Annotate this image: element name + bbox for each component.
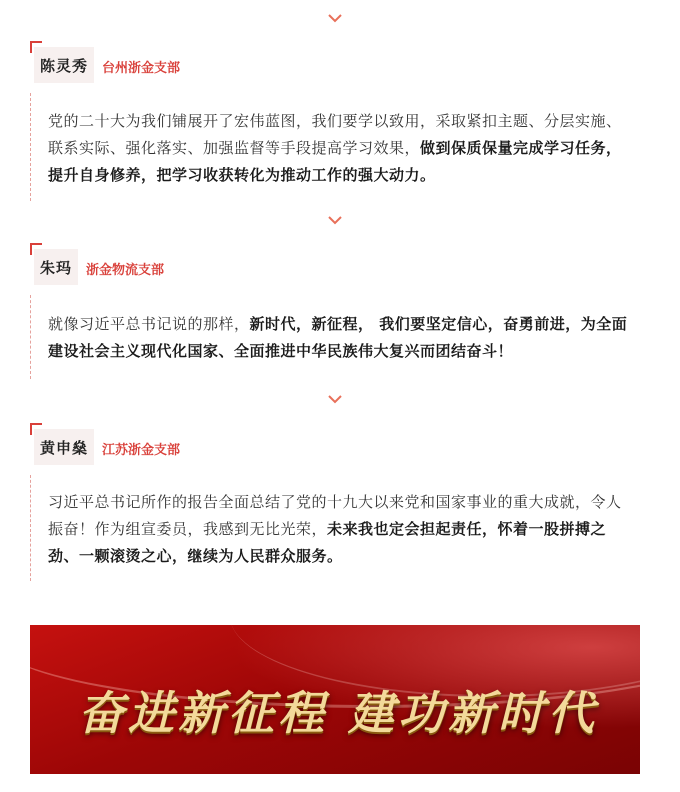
dashed-divider — [30, 295, 31, 379]
quote-plain: 习近平总书记所作的报告全面总结了党的十九大以来党和国家事业的重大成就，令人振奋！作为组宣委员，我感到无比光荣， — [48, 493, 622, 538]
dashed-divider — [30, 93, 31, 201]
quote-text — [48, 108, 636, 189]
dashed-divider — [30, 475, 31, 581]
quote-emphasis: 新时代，新征程， 我们要坚定信心，奋勇前进，为全面建设社会主义现代化国家、全面推进中华民族伟大复兴而团结奋斗！ — [48, 315, 628, 360]
quote-plain: 就像习近平总书记说的那样， — [48, 315, 250, 333]
person-name: 黄申燊 — [40, 438, 89, 457]
branch-label: 台州浙金支部 — [102, 61, 181, 76]
name-tag — [34, 249, 78, 285]
branch-label: 浙金物流支部 — [86, 263, 165, 278]
quote-card — [30, 243, 640, 383]
person-name: 陈灵秀 — [40, 56, 89, 75]
name-tag — [34, 47, 94, 83]
quote-text — [48, 311, 636, 365]
chevron-down-icon — [328, 214, 342, 226]
chevron-down-icon — [328, 393, 342, 405]
quote-emphasis: 做到保质保量完成学习任务，提升自身修养，把学习收获转化为推动工作的强大动力。 — [48, 139, 622, 184]
quote-plain: 党的二十大为我们铺展开了宏伟蓝图，我们要学以致用，采取紧扣主题、分层实施、联系实际、强化落实、加强监督等手段提高学习效果， — [48, 112, 622, 157]
banner-slogan: 奋进新征程 建功新时代 — [77, 686, 598, 740]
branch-label: 江苏浙金支部 — [102, 443, 181, 458]
quote-card — [30, 41, 640, 201]
chevron-down-icon — [328, 12, 342, 24]
quote-text — [48, 489, 636, 570]
quote-emphasis: 未来我也定会担起责任，怀着一股拼搏之劲、一颗滚烫之心，继续为人民群众服务。 — [48, 520, 607, 565]
person-name: 朱玛 — [40, 258, 73, 277]
slogan-banner — [30, 625, 640, 774]
quote-card — [30, 423, 640, 583]
name-tag — [34, 429, 94, 465]
